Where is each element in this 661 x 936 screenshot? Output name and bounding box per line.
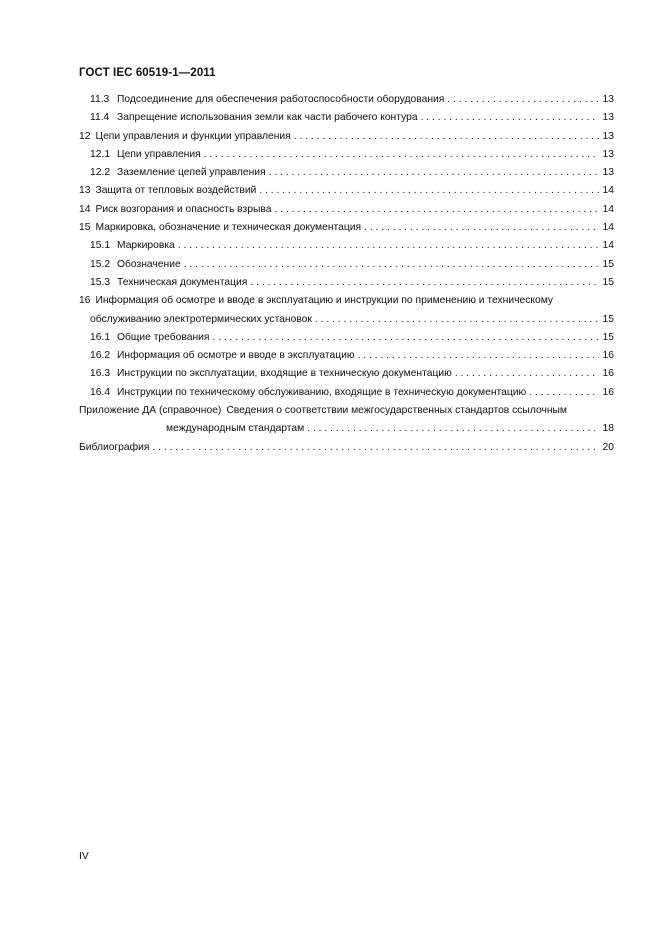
toc-number: 13 bbox=[79, 185, 91, 197]
toc-title: Информация об осмотре и вводе в эксплуатацию bbox=[117, 350, 355, 362]
toc-entry-12-1[interactable] bbox=[79, 146, 614, 164]
toc-number: 14 bbox=[79, 203, 91, 215]
toc-title: Цепи управления bbox=[117, 148, 201, 160]
toc-leader-dots bbox=[358, 347, 599, 365]
toc-title-continuation: международным стандартам bbox=[166, 423, 305, 435]
toc-page-number: 13 bbox=[602, 112, 614, 124]
toc-number: 12.2 bbox=[90, 167, 111, 179]
toc-entry-11-3[interactable] bbox=[79, 91, 614, 109]
toc-entry-appendix-da-line2[interactable] bbox=[79, 420, 614, 438]
toc-leader-dots bbox=[250, 274, 599, 292]
toc-number: 16 bbox=[79, 295, 91, 307]
table-of-contents bbox=[79, 91, 614, 457]
toc-page-number: 15 bbox=[602, 331, 614, 343]
toc-leader-dots bbox=[269, 164, 599, 182]
toc-title: Информация об осмотре и вводе в эксплуатацию и инструкции по применению и техническому bbox=[95, 295, 554, 307]
toc-title: Инструкции по эксплуатации, входящие в техническую документацию bbox=[117, 368, 452, 380]
toc-entry-16-3[interactable] bbox=[79, 365, 614, 383]
toc-entry-11-4[interactable] bbox=[79, 109, 614, 127]
toc-leader-dots bbox=[455, 365, 599, 383]
toc-entry-15-3[interactable] bbox=[79, 274, 614, 292]
toc-page-number: 14 bbox=[602, 222, 614, 234]
toc-leader-dots bbox=[315, 311, 599, 329]
toc-leader-dots bbox=[421, 109, 599, 127]
toc-title: Подсоединение для обеспечения работоспособности оборудования bbox=[117, 94, 445, 105]
toc-leader-dots bbox=[259, 182, 599, 200]
toc-page-number: 13 bbox=[602, 148, 614, 160]
toc-number: 15 bbox=[79, 222, 91, 234]
toc-entry-15[interactable] bbox=[79, 219, 614, 237]
toc-entry-15-2[interactable] bbox=[79, 256, 614, 274]
toc-number: 16.4 bbox=[90, 386, 111, 398]
toc-number: 11.4 bbox=[90, 112, 110, 124]
toc-number: 12 bbox=[79, 130, 91, 142]
toc-page-number: 13 bbox=[602, 94, 614, 105]
toc-title: Защита от тепловых воздействий bbox=[95, 185, 257, 197]
toc-title: Инструкции по техническому обслуживанию, входящие в техническую документацию bbox=[117, 386, 527, 398]
toc-title: Цепи управления и функции управления bbox=[95, 130, 291, 142]
toc-page-number: 16 bbox=[602, 350, 614, 362]
toc-number: 15.1 bbox=[90, 240, 111, 252]
toc-entry-12[interactable] bbox=[79, 128, 614, 146]
toc-entry-16-line1[interactable] bbox=[79, 292, 614, 310]
toc-page-number: 13 bbox=[602, 167, 614, 179]
toc-title: Сведения о соответствии межгосударственных стандартов ссылочным bbox=[226, 405, 567, 417]
toc-number: 16.2 bbox=[90, 350, 111, 362]
toc-leader-dots bbox=[364, 219, 599, 237]
toc-leader-dots bbox=[213, 329, 600, 347]
toc-title: Маркировка bbox=[117, 240, 175, 252]
toc-number: 15.3 bbox=[90, 276, 111, 288]
toc-entry-appendix-da-line1[interactable] bbox=[79, 402, 614, 420]
toc-number: 16.3 bbox=[90, 368, 111, 380]
toc-title: Библиография bbox=[79, 441, 150, 453]
toc-page-number: 15 bbox=[602, 258, 614, 270]
toc-leader-dots bbox=[178, 237, 599, 255]
toc-leader-dots bbox=[447, 91, 599, 109]
toc-page-number: 14 bbox=[602, 240, 614, 252]
toc-number: 12.1 bbox=[90, 148, 111, 160]
toc-leader-dots bbox=[152, 439, 599, 457]
toc-page-number: 13 bbox=[602, 130, 614, 142]
toc-title-continuation: обслуживанию электротермических установок bbox=[90, 313, 312, 325]
toc-title: Общие требования bbox=[117, 331, 210, 343]
toc-title: Обозначение bbox=[117, 258, 181, 270]
toc-appendix-label: Приложение ДА (справочное) bbox=[79, 405, 222, 417]
toc-entry-16-line2[interactable] bbox=[79, 311, 614, 329]
toc-title: Маркировка, обозначение и техническая документация bbox=[95, 222, 362, 234]
toc-page-number: 14 bbox=[602, 203, 614, 215]
toc-page-number: 18 bbox=[602, 423, 614, 435]
toc-leader-dots bbox=[184, 256, 599, 274]
toc-title: Заземление цепей управления bbox=[117, 167, 266, 179]
toc-page-number: 14 bbox=[602, 185, 614, 197]
toc-leader-dots bbox=[294, 128, 599, 146]
toc-leader-dots bbox=[204, 146, 599, 164]
toc-page-number: 16 bbox=[602, 386, 614, 398]
toc-leader-dots bbox=[529, 384, 599, 402]
toc-entry-15-1[interactable] bbox=[79, 237, 614, 255]
document-header: ГОСТ IEC 60519-1—2011 bbox=[79, 67, 216, 79]
toc-number: 15.2 bbox=[90, 258, 111, 270]
page-number: IV bbox=[79, 851, 89, 862]
toc-title: Техническая документация bbox=[117, 276, 248, 288]
toc-entry-16-1[interactable] bbox=[79, 329, 614, 347]
toc-number: 11.3 bbox=[90, 94, 110, 105]
toc-entry-13[interactable] bbox=[79, 182, 614, 200]
toc-leader-dots bbox=[274, 201, 599, 219]
toc-entry-14[interactable] bbox=[79, 201, 614, 219]
toc-leader-dots bbox=[307, 420, 599, 438]
toc-page-number: 15 bbox=[602, 313, 614, 325]
toc-entry-16-2[interactable] bbox=[79, 347, 614, 365]
toc-entry-bibliography[interactable] bbox=[79, 439, 614, 457]
toc-entry-12-2[interactable] bbox=[79, 164, 614, 182]
toc-entry-16-4[interactable] bbox=[79, 384, 614, 402]
toc-title: Запрещение использования земли как части рабочего контура bbox=[117, 112, 418, 124]
toc-page-number: 15 bbox=[602, 276, 614, 288]
toc-page-number: 16 bbox=[602, 368, 614, 380]
toc-number: 16.1 bbox=[90, 331, 111, 343]
toc-title: Риск возгорания и опасность взрыва bbox=[95, 203, 272, 215]
toc-page-number: 20 bbox=[602, 441, 614, 453]
